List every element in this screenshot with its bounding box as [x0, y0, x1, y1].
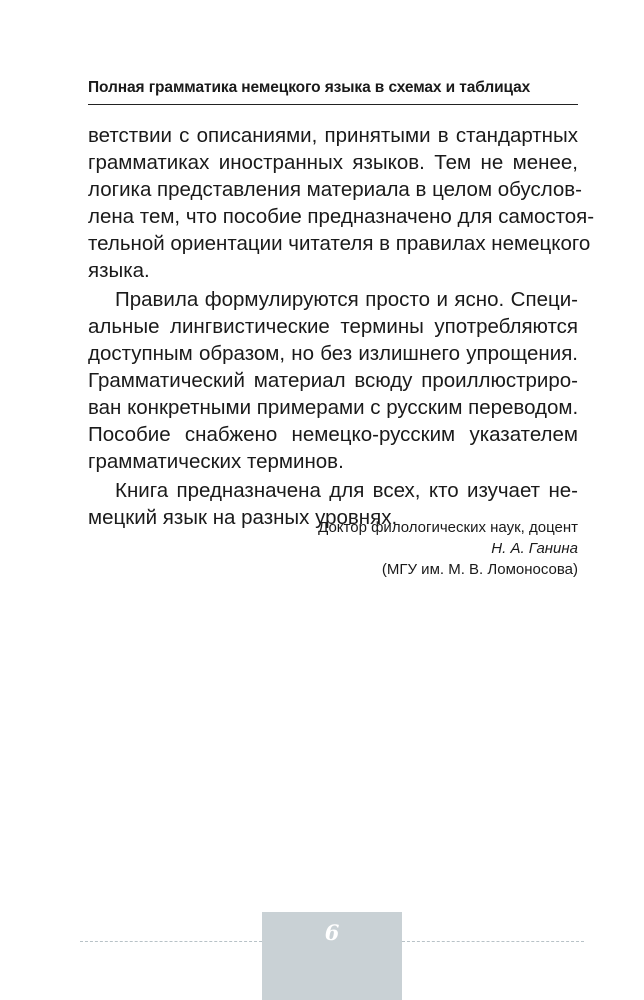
text-line: альные лингвистические термины употребляются: [88, 315, 578, 338]
text-line: логика представления материала в целом обуслов-: [88, 178, 583, 201]
signature-block: [318, 517, 578, 580]
text-line: грамматических терминов.: [88, 450, 344, 473]
text-line: Пособие снабжено немецко-русским указателем: [88, 423, 578, 446]
text-line: грамматиках иностранных языков. Тем не менее,: [88, 151, 578, 174]
text-line: мецкий язык на разных уровнях.: [88, 506, 398, 529]
text-line: Грамматический материал всюду проиллюстриро-: [88, 369, 578, 392]
body-text: [88, 122, 595, 531]
text-line: тельной ориентации читателя в правилах немецкого: [88, 232, 591, 255]
footer-dashed-rule-left: [80, 941, 262, 942]
page-number: 6: [324, 920, 340, 945]
text-line: Правила формулируются просто и ясно. Специ-: [115, 288, 578, 311]
signature-title: Доктор филологических наук, доцент: [318, 519, 578, 536]
text-line: ван конкретными примерами с русским переводом.: [88, 396, 579, 419]
text-line: ветствии с описаниями, принятыми в стандартных: [88, 124, 578, 147]
text-line: языка.: [88, 259, 150, 282]
text-line: лена тем, что пособие предназначено для самостоя-: [88, 205, 595, 228]
header-rule: [88, 104, 578, 105]
page-number-tab: [262, 912, 402, 1000]
running-header: Полная грамматика немецкого языка в схемах и таблицах: [88, 79, 531, 96]
signature-affiliation: (МГУ им. М. В. Ломоносова): [381, 561, 578, 578]
text-line: доступным образом, но без излишнего упрощения.: [88, 342, 578, 365]
paragraph-1: [88, 122, 595, 284]
signature-name: Н. А. Ганина: [491, 540, 578, 557]
footer-dashed-rule-right: [402, 941, 584, 942]
paragraph-2: [88, 286, 578, 475]
text-line: Книга предназначена для всех, кто изучает не-: [115, 479, 578, 502]
